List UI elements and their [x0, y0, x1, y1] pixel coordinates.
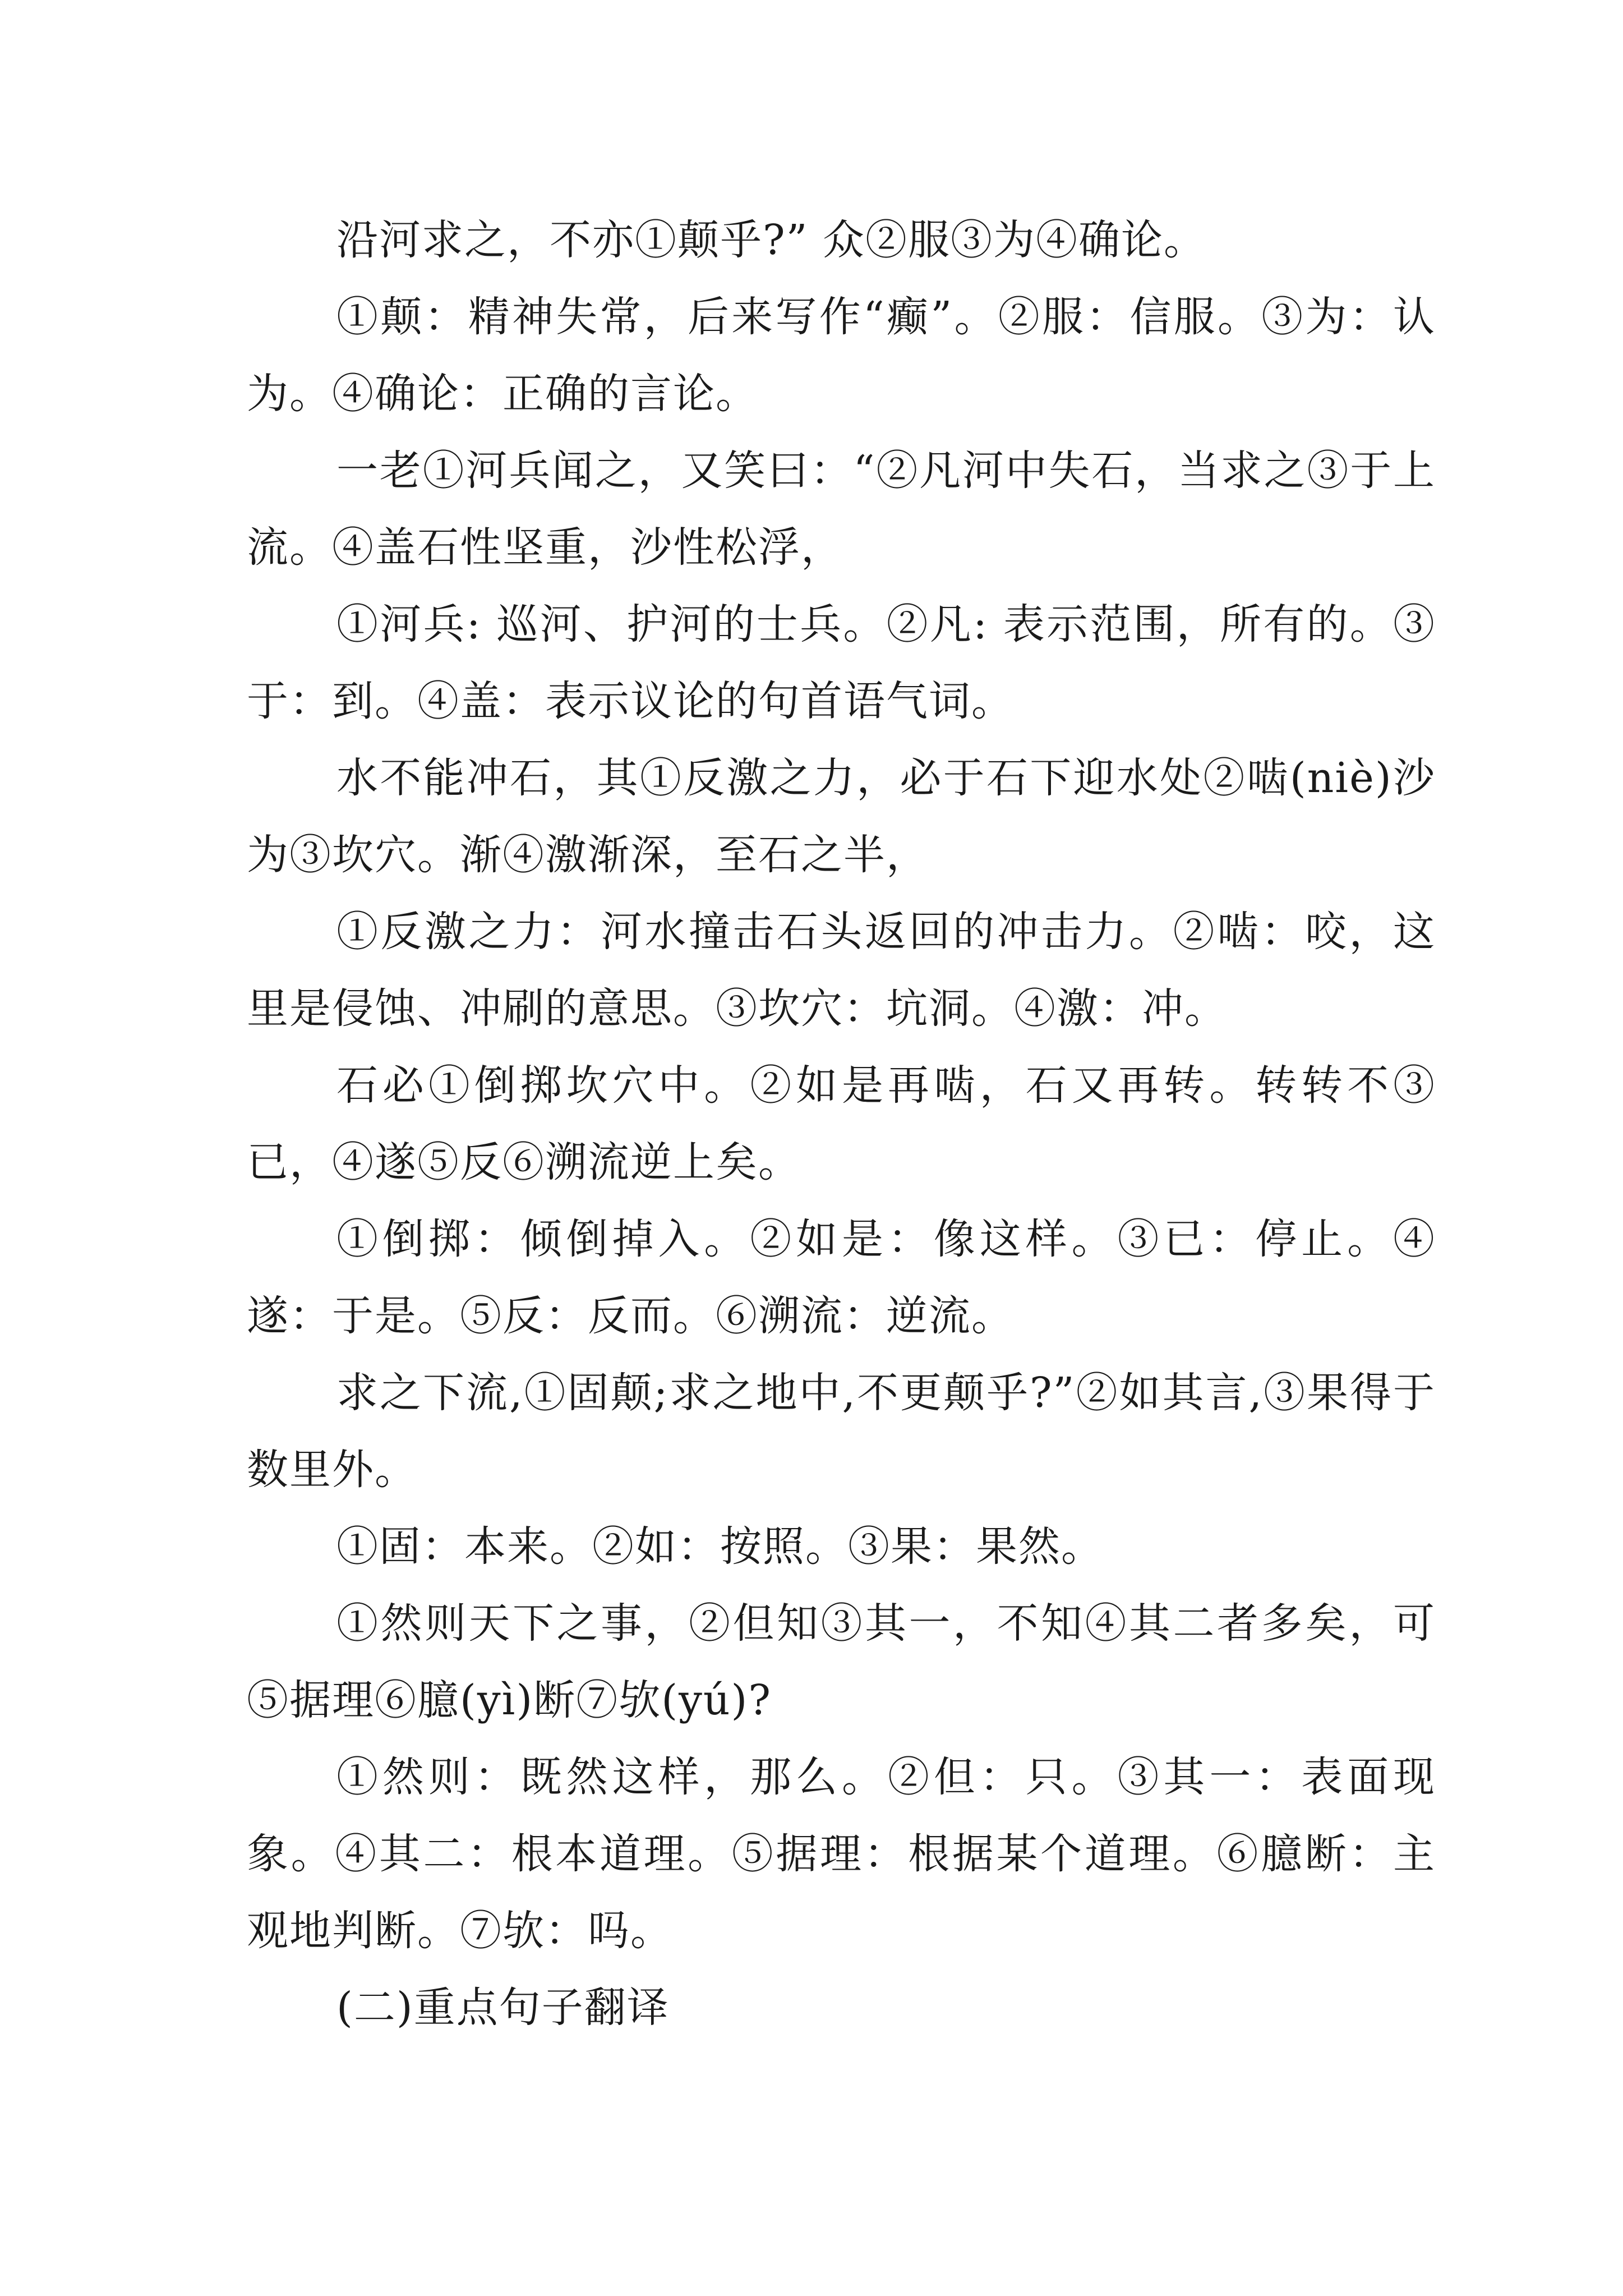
paragraph-original-5: 求之下流,①固颠;求之地中,不更颠乎?”②如其言,③果得于数里外。: [247, 1369, 1436, 1494]
document-body: [247, 202, 1436, 2046]
paragraph-annotation-1: ①颠：精神失常，后来写作“癫”。②服：信服。③为：认为。④确论：正确的言论。: [247, 293, 1436, 418]
paragraph-annotation-2: ①河兵: 巡河、护河的士兵。②凡: 表示范围，所有的。③于：到。④盖：表示议论的句首语气词。: [247, 600, 1436, 725]
paragraph-annotation-6: ①然则：既然这样，那么。②但：只。③其一：表面现象。④其二：根本道理。⑤据理：根据某个道理。⑥臆断：主观地判断。⑦欤：吗。: [247, 1753, 1436, 1955]
paragraph-original-3: 水不能冲石，其①反激之力，必于石下迎水处②啮(niè)沙为③坎穴。渐④激渐深，至石之半，: [247, 754, 1436, 879]
paragraph-original-2: 一老①河兵闻之，又笑曰：“②凡河中失石，当求之③于上流。④盖石性坚重，沙性松浮，: [247, 447, 1436, 572]
section-heading: (二)重点句子翻译: [336, 1984, 670, 2032]
paragraph-original-1: 沿河求之，不亦①颠乎?” 众②服③为④确论。: [336, 216, 1207, 264]
paragraph-original-4: 石必①倒掷坎穴中。②如是再啮，石又再转。转转不③已，④遂⑤反⑥溯流逆上矣。: [247, 1061, 1436, 1186]
paragraph-annotation-3: ①反激之力：河水撞击石头返回的冲击力。②啮：咬，这里是侵蚀、冲刷的意思。③坎穴：坑洞。④激：冲。: [247, 908, 1436, 1033]
paragraph-annotation-4: ①倒掷：倾倒掉入。②如是：像这样。③已：停止。④遂：于是。⑤反：反而。⑥溯流：逆流。: [247, 1215, 1436, 1340]
paragraph-annotation-5: ①固：本来。②如：按照。③果：果然。: [336, 1522, 1104, 1571]
paragraph-original-6: ①然则天下之事，②但知③其一，不知④其二者多矣，可⑤据理⑥臆(yì)断⑦欤(yú)?: [247, 1599, 1436, 1724]
